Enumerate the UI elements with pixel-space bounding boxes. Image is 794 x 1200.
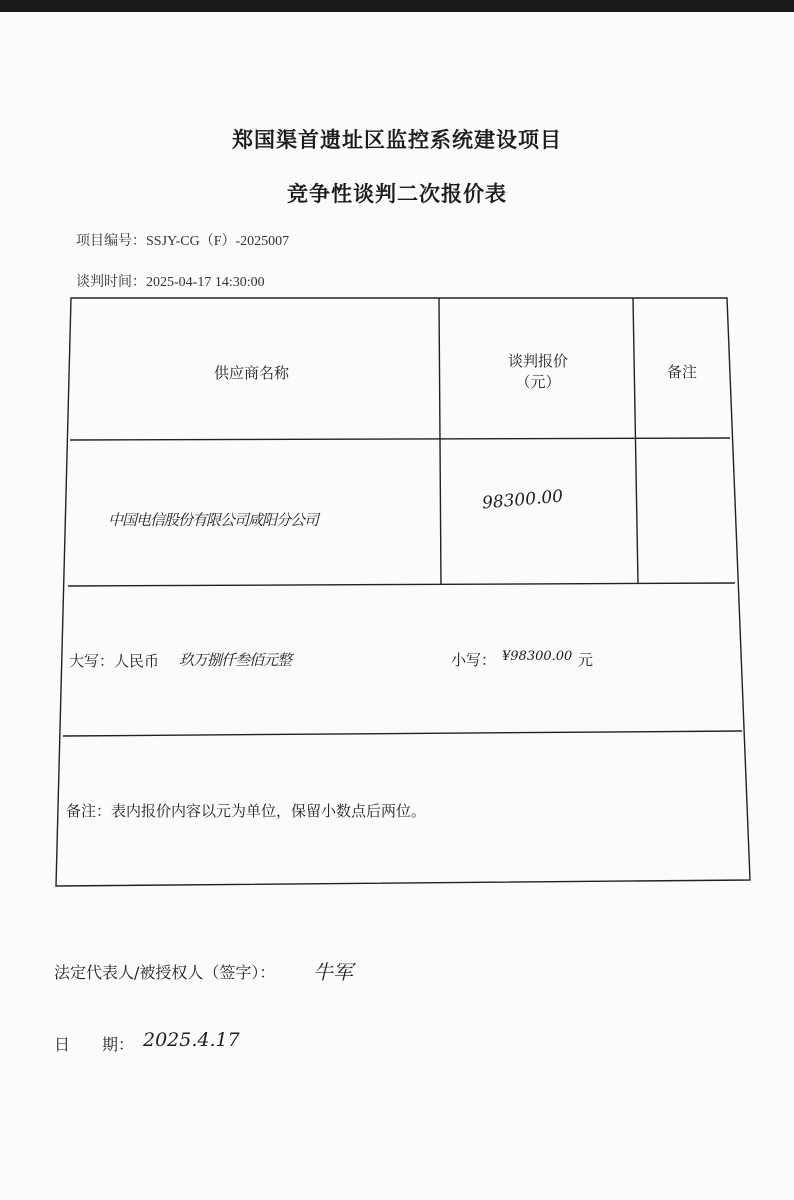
amount-xiaoxie-label: 小写： [451, 651, 497, 669]
table-row-line-3 [63, 731, 742, 736]
table-col-line-2 [633, 298, 638, 584]
header-price-line1: 谈判报价 [507, 352, 568, 370]
supplier-name-handwritten: 中国电信股份有限公司咸阳分公司 [108, 511, 319, 529]
signer-signature: 牛军 [313, 960, 353, 984]
date-label: 日 期： [54, 1035, 135, 1054]
amount-xiaoxie-handwritten: ¥98300.00 [502, 649, 573, 664]
signer-label: 法定代表人/被授权人（签字）： [54, 963, 276, 982]
document-subtitle: 竞争性谈判二次报价表 [287, 182, 507, 206]
amount-daxie-handwritten: 玖万捌仟叁佰元整 [179, 651, 292, 669]
table-note: 备注：表内报价内容以元为单位，保留小数点后两位。 [66, 802, 427, 820]
negotiation-time-label: 谈判时间： [76, 275, 146, 290]
amount-daxie-label: 大写：人民币 [69, 652, 160, 670]
project-number-value: SSJY-CG（F）-2025007 [146, 234, 290, 249]
document-title: 郑国渠首遗址区监控系统建设项目 [232, 128, 562, 152]
table-row-line-2 [68, 583, 735, 586]
date-handwritten: 2025.4.17 [143, 1029, 240, 1051]
header-remark: 备注 [667, 363, 698, 381]
price-handwritten: 98300.00 [481, 486, 564, 514]
project-number-label: 项目编号： [76, 234, 146, 249]
header-price [500, 350, 576, 392]
amount-xiaoxie-unit: 元 [578, 651, 594, 669]
negotiation-time-value: 2025-04-17 14:30:00 [146, 275, 265, 290]
header-price-line2: （元） [515, 373, 561, 391]
table-col-line-1 [439, 298, 441, 585]
header-supplier-name: 供应商名称 [214, 364, 290, 382]
table-outer-border [56, 298, 750, 886]
table-row-line-1 [70, 438, 730, 440]
